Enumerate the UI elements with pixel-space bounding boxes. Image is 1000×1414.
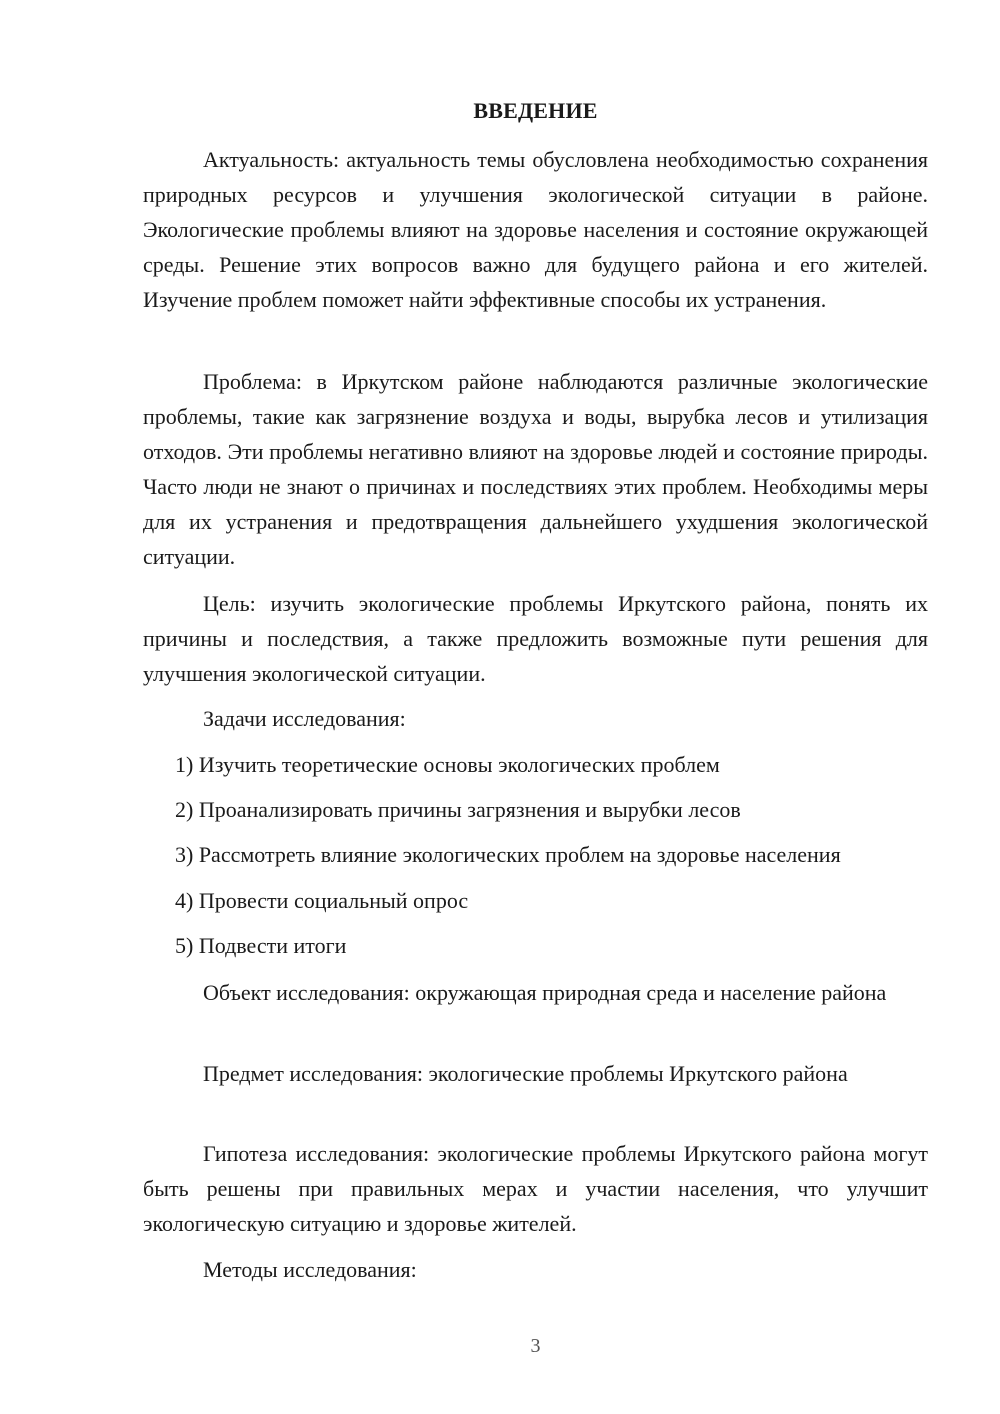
task-list-item: 2) Проанализировать причины загрязнения и вырубки лесов [175, 797, 741, 822]
page-number: 3 [530, 1335, 541, 1357]
task-list-item: 1) Изучить теоретические основы экологических проблем [175, 752, 720, 777]
problem-paragraph: Проблема: в Иркутском районе наблюдаются различные экологические проблемы, такие как загрязнение воздуха и воды, вырубка лесов и утилизация отходов. Эти проблемы негативно влияют на здоровье людей и состояние природы. Часто люди не знают о причинах и последствиях этих проблем. Необходимы меры для их устранения и предотвращения дальнейшего ухудшения экологической ситуации. [143, 369, 928, 569]
task-list-item: 5) Подвести итоги [175, 933, 347, 958]
relevance-paragraph: Актуальность: актуальность темы обусловлена необходимостью сохранения природных ресурсов и улучшения экологической ситуации в районе. Экологические проблемы влияют на здоровье населения и состояние окружающей среды. Решение этих вопросов важно для будущего района и его жителей. Изучение проблем поможет найти эффективные способы их устранения. [143, 147, 928, 312]
tasks-heading: Задачи исследования: [203, 706, 406, 731]
goal-paragraph: Цель: изучить экологические проблемы Иркутского района, понять их причины и последствия, а также предложить возможные пути решения для улучшения экологической ситуации. [143, 591, 928, 686]
document-page [143, 0, 928, 1414]
page-title: ВВЕДЕНИЕ [473, 98, 598, 123]
methods-heading: Методы исследования: [203, 1257, 417, 1282]
task-list-item: 3) Рассмотреть влияние экологических проблем на здоровье населения [175, 842, 841, 867]
task-list-item: 4) Провести социальный опрос [175, 888, 469, 913]
subject-paragraph: Предмет исследования: экологические проблемы Иркутского района [203, 1061, 848, 1086]
object-paragraph: Объект исследования: окружающая природная среда и население района [203, 980, 887, 1005]
hypothesis-paragraph: Гипотеза исследования: экологические проблемы Иркутского района могут быть решены при правильных мерах и участии населения, что улучшит экологическую ситуацию и здоровье жителей. [143, 1141, 928, 1236]
